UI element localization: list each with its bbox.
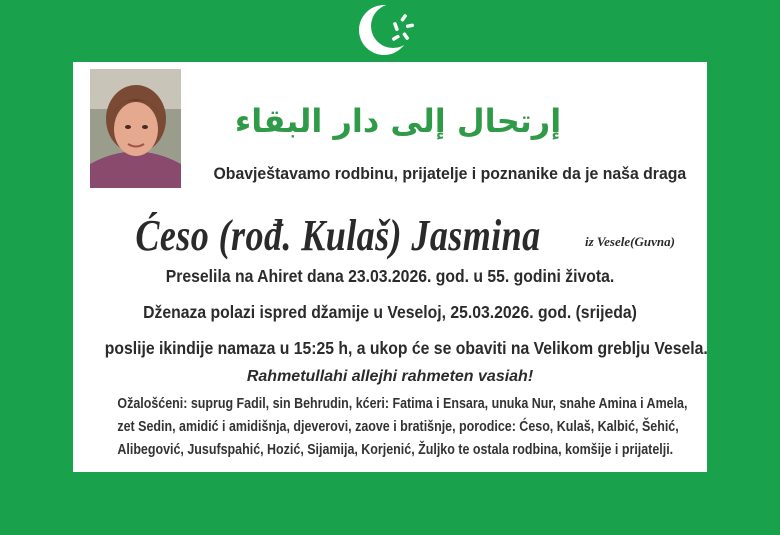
funeral-departure-line: Dženaza polazi ispred džamije u Veseloj, 25.03.2026. god. (srijeda) bbox=[143, 302, 637, 322]
date-of-death-line: Preselila na Ahiret dana 23.03.2026. god. u 55. godini života. bbox=[165, 266, 615, 286]
portrait-photo bbox=[90, 69, 181, 188]
crescent-star-icon bbox=[356, 2, 424, 58]
burial-line: poslije ikindije namaza u 15:25 h, a ukop će se obaviti na Velikom greblju Vesela. bbox=[104, 338, 708, 358]
calligraphy-text: إرتحال إلى دار البقاء bbox=[234, 102, 562, 140]
origin-text: iz Vesele(Guvna) bbox=[585, 234, 675, 249]
deceased-name: Ćeso (rođ. Kulaš) Jasmina bbox=[135, 211, 541, 260]
mourners-line: zet Sedin, amidić i amidišnja, djeverovi, zaove i bratišnje, porodice: Ćeso, Kulaš, Kalbić, Šehić, bbox=[117, 419, 679, 435]
prayer-text: Rahmetullahi allejhi rahmeten vasiah! bbox=[246, 368, 534, 385]
obituary-card bbox=[73, 62, 707, 472]
mourners-line: Ožalošćeni: suprug Fadil, sin Behrudin, kćeri: Fatima i Ensara, unuka Nur, snahe Amina i Amela, bbox=[117, 396, 688, 412]
arabic-calligraphy bbox=[234, 80, 562, 156]
mourners-line: Alibegović, Jusufspahić, Hozić, Sijamija, Korjenić, Žuljko te ostala rodbina, komšije i prijatelji. bbox=[117, 442, 674, 458]
intro-text: Obavještavamo rodbinu, prijatelje i poznanike da je naša draga bbox=[213, 164, 687, 183]
